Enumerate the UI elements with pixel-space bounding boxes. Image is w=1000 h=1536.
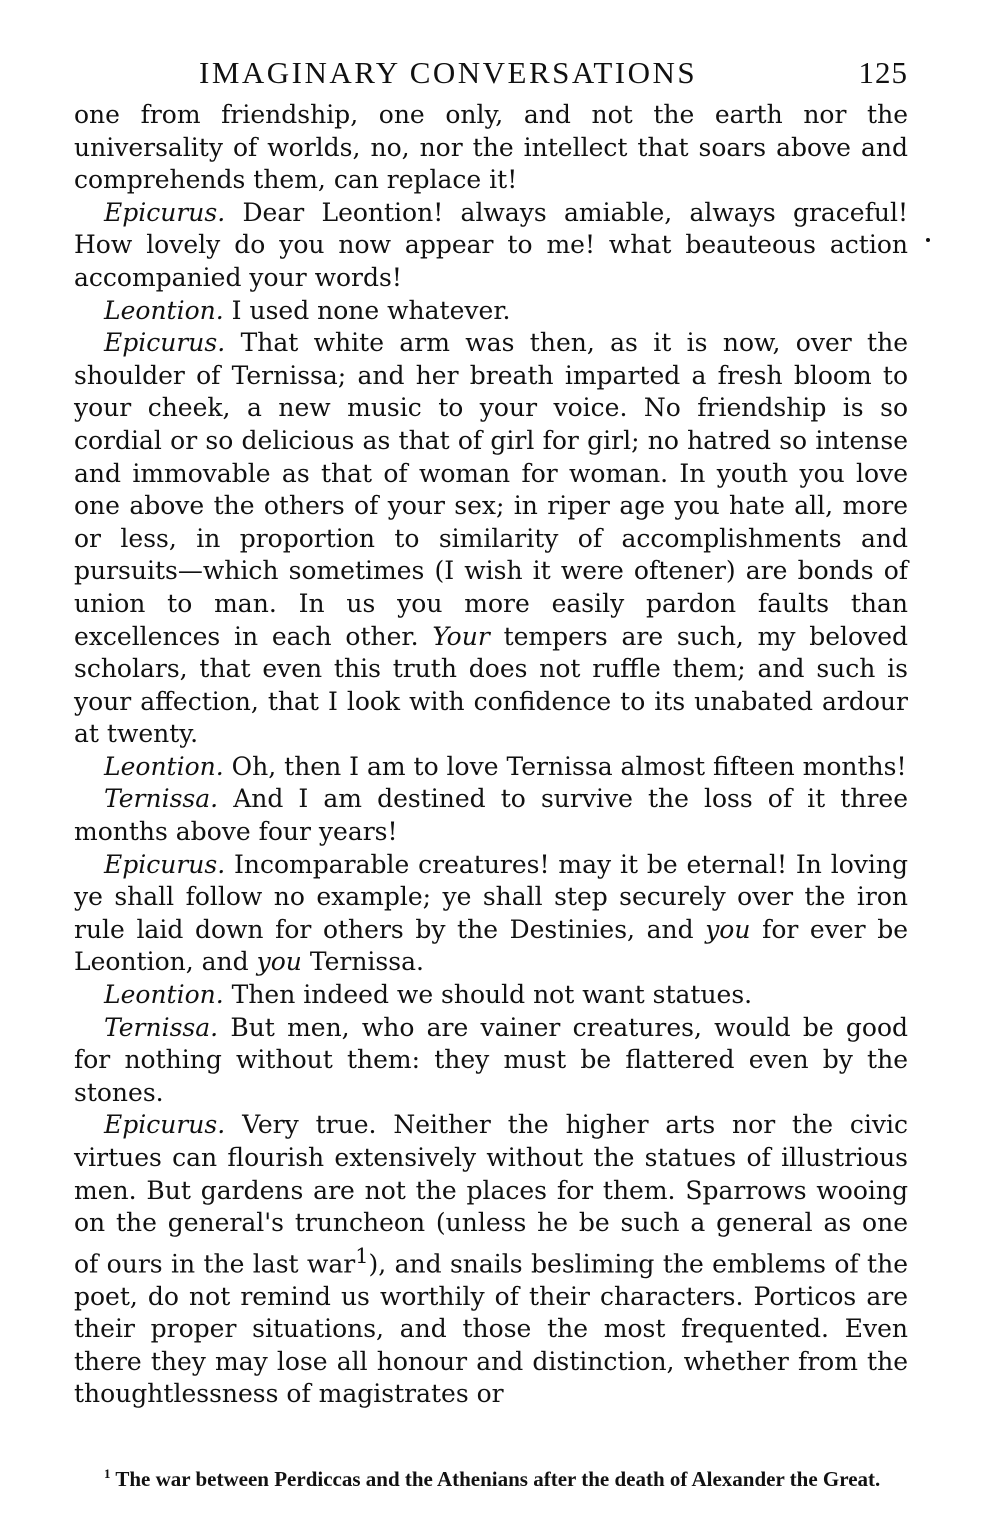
speech-text: That white arm was then, as it is now, over the shoulder of Ternissa; and her breath imparted a fresh bloom to your cheek, a new music to your voice. No friendship is so cordial or so delicious as that of girl for girl; no hatred so intense and immovable as that of woman for woman. In youth you love one above the others of your sex; in riper age you hate all, more or less, in proportion to similarity of accomplishments and pursuits—which sometimes (I wish it were oftener) are bonds of union to man. In us you more easily pardon faults than excellences in each other. <box>74 328 908 651</box>
footnote-mark: 1 <box>104 1466 111 1481</box>
speech-epicurus-2 <box>74 327 908 751</box>
body-text <box>74 99 908 1411</box>
footnote <box>74 1462 908 1491</box>
page <box>74 55 908 1411</box>
speech-epicurus-4 <box>74 1109 908 1411</box>
emphasis-text: you <box>705 914 751 944</box>
speech-text: I used none whatever. <box>231 295 511 325</box>
speech-leontion-3 <box>74 979 908 1012</box>
paragraph-text: one from friendship, one only, and not the earth nor the universality of worlds, no, nor the intellect that soars above and comprehends them, can replace it! <box>74 100 908 195</box>
speech-epicurus-3 <box>74 849 908 979</box>
speaker-name: Leontion. <box>104 295 224 325</box>
footnote-text: The war between Perdiccas and the Athenians after the death of Alexander the Great. <box>115 1467 881 1491</box>
running-title: IMAGINARY CONVERSATIONS <box>199 55 698 90</box>
speech-text: Incomparable creatures! may it be eternal! In loving ye shall follow no example; ye shall step securely over the iron rule laid down for others by the Destinies, and <box>74 849 908 944</box>
speaker-name: Ternissa. <box>104 784 219 814</box>
speech-text: Ternissa. <box>309 947 424 977</box>
speech-ternissa-1 <box>74 783 908 848</box>
speaker-name: Leontion. <box>104 751 224 781</box>
paragraph-continued <box>74 99 908 197</box>
speaker-name: Epicurus. <box>104 1110 226 1140</box>
speech-text: tempers are such, my beloved scholars, that even this truth does not ruffle them; and such is your affection, that I look with confidence to its unabated ardour at twenty. <box>74 621 909 749</box>
speech-text: Oh, then I am to love Ternissa almost fifteen months! <box>231 751 907 781</box>
footnote-reference[interactable]: 1 <box>355 1243 369 1268</box>
emphasis-text: you <box>256 947 302 977</box>
speech-text: And I am destined to survive the loss of it three months above four years! <box>74 784 908 847</box>
speech-ternissa-2 <box>74 1012 908 1110</box>
speech-leontion-2 <box>74 751 908 784</box>
speech-text: Then indeed we should not want statues. <box>231 980 753 1010</box>
speaker-name: Leontion. <box>104 980 224 1010</box>
running-head <box>74 55 908 99</box>
speaker-name: Ternissa. <box>104 1012 219 1042</box>
speech-epicurus-1 <box>74 197 908 295</box>
speech-text: Dear Leontion! always amiable, always graceful! How lovely do you now appear to me! what beauteous action accompanied your words! <box>74 197 908 292</box>
speaker-name: Epicurus. <box>104 328 226 358</box>
speech-text: for ever be Leontion, and <box>74 914 908 977</box>
margin-mark <box>926 238 930 242</box>
speaker-name: Epicurus. <box>104 197 226 227</box>
speech-text: Very true. Neither the higher arts nor the civic virtues can flourish extensively without the statues of illustrious men. But gardens are not the places for them. Sparrows wooing on the general's truncheon (unless he be such a general as one of ours in the last war <box>74 1110 908 1279</box>
speech-leontion-1 <box>74 295 908 328</box>
speech-text: But men, who are vainer creatures, would be good for nothing without them: they must be flattered even by the stones. <box>74 1012 909 1107</box>
emphasis-text: Your <box>432 621 490 651</box>
speech-text: ), and snails besliming the emblems of the poet, do not remind us worthily of their characters. Porticos are their proper situations, and those the most frequented. Even there they may lose all honour and distinction, whether from the thoughtlessness of magistrates or <box>74 1249 908 1409</box>
speaker-name: Epicurus. <box>104 849 226 879</box>
page-number: 125 <box>858 55 908 90</box>
